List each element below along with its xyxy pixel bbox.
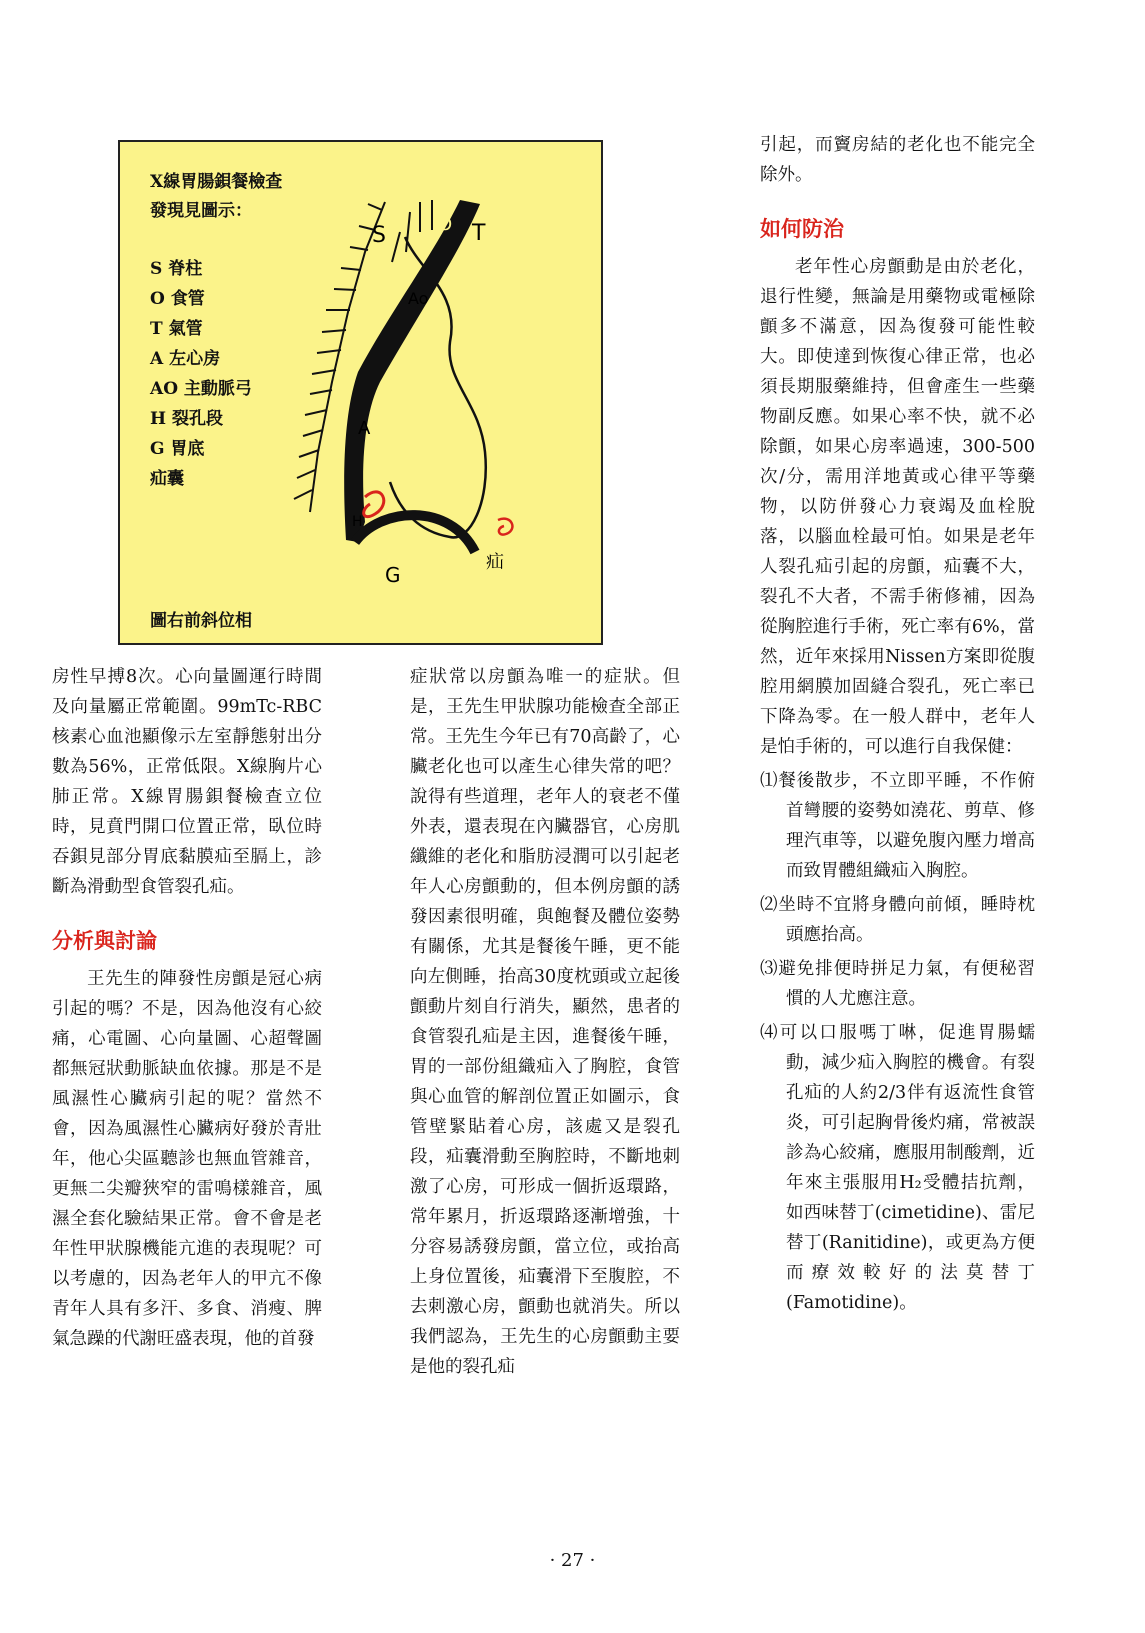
column-3 (760, 130, 1035, 1318)
col1-paragraph-2: 王先生的陣發性房顫是冠心病引起的嗎？不是，因為他沒有心絞痛，心電圖、心向量圖、心超聲圖都無冠狀動脈缺血依據。那是不是風濕性心臟病引起的呢？當然不會，因為風濕性心臟病好發於青壯年，他心尖區聽診也無血管雜音，更無二尖瓣狹窄的雷鳴樣雜音，風濕全套化驗結果正常。會不會是老年性甲狀腺機能亢進的表現呢？可以考慮的，因為老年人的甲亢不像青年人具有多汗、多食、消瘦、脾氣急躁的代謝旺盛表現，他的首發 (52, 969, 322, 1349)
xray-figure (118, 140, 603, 645)
section-heading-analysis: 分析與討論 (52, 929, 157, 953)
sketch-label-hernia: 疝 (486, 552, 504, 573)
hernia-loop-right (498, 519, 512, 535)
list-item: ⑴餐後散步，不立即平睡，不作俯首彎腰的姿勢如澆花、剪草、修理汽車等，以避免腹內壓力增高而致胃體組織疝入胸腔。 (760, 771, 1035, 881)
section-heading-prevention: 如何防治 (760, 217, 844, 241)
legend-item: AO 主動脈弓 (150, 379, 252, 399)
sketch-label-h: H (352, 514, 363, 530)
sketch-label-o: O (438, 214, 453, 235)
list-item: ⑵坐時不宜將身體向前傾，睡時枕頭應抬高。 (760, 895, 1035, 945)
page-number: · 27 · (549, 1550, 596, 1571)
sketch-label-t: T (472, 221, 486, 246)
figure-caption-line1: X線胃腸鋇餐檢查 (150, 172, 283, 192)
legend-item: 疝囊 (150, 469, 184, 489)
hernia-loop-left (364, 492, 384, 517)
figure-footer: 圖右前斜位相 (150, 611, 252, 631)
column-1 (52, 662, 322, 1354)
sketch-label-s: S (372, 223, 386, 248)
legend-item: G 胃底 (150, 439, 205, 459)
col3-paragraph-1: 引起，而竇房結的老化也不能完全除外。 (760, 135, 1035, 185)
legend-item: H 裂孔段 (150, 409, 223, 429)
column-2 (410, 662, 680, 1382)
anatomy-sketch (120, 142, 605, 647)
col2-paragraph-1: 症狀常以房顫為唯一的症狀。但是，王先生甲狀腺功能檢查全部正常。王先生今年已有70高齡了，心臟老化也可以產生心律失常的吧？說得有些道理，老年人的衰老不僅外表，還表現在內臟器官，心房肌纖維的老化和脂肪浸潤可以引起老年人心房顫動的，但本例房顫的誘發因素很明確，與飽餐及體位姿勢有關係，尤其是餐後午睡，更不能向左側睡，抬高30度枕頭或立起後顫動片刻自行消失，顯然，患者的食管裂孔疝是主因，進餐後午睡，胃的一部份組織疝入了胸腔，食管與心血管的解剖位置正如圖示，食管壁緊貼着心房，該處又是裂孔段，疝囊滑動至胸腔時，不斷地刺激了心房，可形成一個折返環路，常年累月，折返環路逐漸增強，十分容易誘發房顫，當立位，或抬高上身位置後，疝囊滑下至腹腔，不去刺激心房，顫動也就消失。所以我們認為，王先生的心房顫動主要是他的裂孔疝 (410, 667, 680, 1377)
figure-caption-line2: 發現見圖示： (150, 201, 252, 221)
sketch-label-g: G (385, 563, 401, 587)
list-item: ⑷可以口服嗎丁啉，促進胃腸蠕動，減少疝入胸腔的機會。有裂孔疝的人約2/3伴有返流性食管炎，可引起胸骨後灼痛，常被誤診為心絞痛，應服用制酸劑，近年來主張服用H₂受體拮抗劑，如西味替丁(cimetidine)、雷尼替丁(Ranitidine)，或更為方便而療效較好的法莫替丁(Famotidine)。 (760, 1023, 1035, 1313)
col1-paragraph-1: 房性早搏8次。心向量圖運行時間及向量屬正常範圍。99mTc-RBC核素心血池顯像示左室靜態射出分數為56%，正常低限。X線胸片心肺正常。X線胃腸鋇餐檢查立位時，見賁門開口位置正常，臥位時吞鋇見部分胃底黏膜疝至膈上，診斷為滑動型食管裂孔疝。 (52, 667, 322, 897)
legend-item: O 食管 (150, 289, 205, 309)
col3-paragraph-2: 老年性心房顫動是由於老化，退行性變，無論是用藥物或電極除顫多不滿意，因為復發可能性較大。即使達到恢復心律正常，也必須長期服藥維持，但會產生一些藥物副反應。如果心率不快，就不必除顫，如果心房率過速，300-500次/分，需用洋地黃或心律平等藥物，以防併發心力衰竭及血栓脫落，以腦血栓最可怕。如果是老年人裂孔疝引起的房顫，疝囊不大，裂孔不大者，不需手術修補，因為從胸腔進行手術，死亡率有6%，當然，近年來採用Nissen方案即從腹腔用網膜加固縫合裂孔，死亡率已下降為零。在一般人群中，老年人是怕手術的，可以進行自我保健： (760, 257, 1035, 757)
list-item: ⑶避免排便時拼足力氣，有便秘習慣的人尤應注意。 (760, 959, 1035, 1009)
sketch-label-ao: Ao (408, 289, 429, 308)
legend-item: T 氣管 (150, 319, 203, 339)
legend-item: S 脊柱 (150, 259, 203, 279)
sketch-label-a: A (358, 418, 371, 439)
legend-item: A 左心房 (150, 349, 221, 369)
